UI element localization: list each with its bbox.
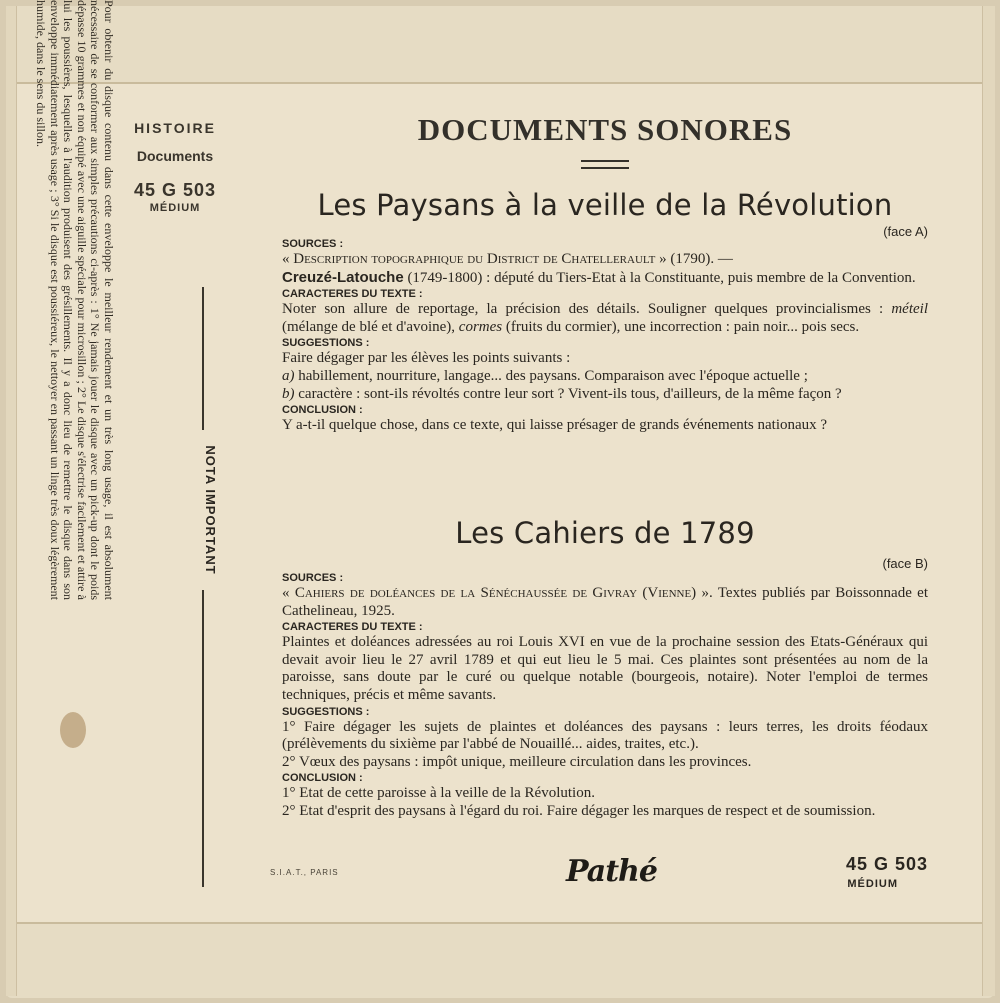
catalog-speed: MÉDIUM [149,202,201,214]
section-b-caracteres-label: CARACTERES DU TEXTE : [282,621,423,634]
section-b-conclusion-label: CONCLUSION : [282,772,363,785]
section-b-suggestion-2: 2° Vœux des paysans : impôt unique, meilleure circulation dans les provinces. [282,753,752,770]
nota-important-text: Pour obtenir du disque contenu dans cette enveloppe le meilleur rendement et un très long usage, il est absolument nécessaire de se conformer aux simples précautions ci-après : 1° Ne jamais jouer le disque avec un pick-up dont le poids dépasse 10 grammes et non équipé avec une aiguille spéciale pour microsillon ; 2° Le disque s'électrise facilement et attire à lui les poussières, lesquelles à l'audition produisent des grésillements. Il y a donc lieu de remettre le disque dans son enveloppe immédiatement après usage ; 3° Si le disque est poussiéreux, le nettoyer en passant un linge très doux légèrement humide, dans le sens du sillon. [34,0,116,600]
section-a-sources-label: SOURCES : [282,238,344,250]
sleeve-right-edge [982,6,995,996]
printer-credit: S.I.A.T., PARIS [270,868,339,877]
sleeve-bottom-flap [6,922,994,998]
section-b-sources-label: SOURCES : [282,572,344,584]
section-a-conclusion-label: CONCLUSION : [282,404,363,417]
section-b-sources: « Cahiers de doléances de la Sénéchaussée de Givray (Vienne) ». Textes publiés par Boissonnade et Cathelineau, 1925. [282,585,928,619]
section-b-conclusion-2: 2° Etat d'esprit des paysans à l'égard du roi. Faire dégager les marques de respect et de soumission. [282,802,876,819]
section-a-suggestions-label: SUGGESTIONS : [282,337,370,350]
sleeve-top-flap [6,6,994,84]
section-a-face: (face A) [883,224,928,239]
section-b-suggestion-1: 1° Faire dégager les sujets de plaintes et doléances des paysans : leurs terres, les droits féodaux (prélèvements du sixième par l'abbé de Nouaillé... aides, traites, etc.). [282,718,928,753]
nota-important-title: NOTA IMPORTANT [198,430,218,590]
footer-catalog-number: 45 G 503 [845,854,928,874]
category-title: HISTOIRE [134,120,216,136]
title-double-rule [581,160,629,169]
page-title: DOCUMENTS SONORES [417,112,793,147]
section-a-title: Les Paysans à la veille de la Révolution [317,188,893,222]
section-a-conclusion: Y a-t-il quelque chose, dans ce texte, qui laisse présager de grands événements nationaux ? [282,417,828,434]
section-a-suggestions-intro: Faire dégager par les élèves les points suivants : [282,350,571,367]
footer-speed: MÉDIUM [847,878,898,890]
section-b-title: Les Cahiers de 1789 [455,516,755,550]
section-a-suggestion-a: a) habillement, nourriture, langage... des paysans. Comparaison avec l'époque actuelle ; [282,367,808,384]
section-a-sources: « Description topographique du District de Chatellerault » (1790). — Creuzé-Latouche (1749-1800) : député du Tiers-Etat à la Constituante, puis membre de la Convention. [282,251,916,286]
paper-stain [60,712,86,748]
section-a-caracteres-label: CARACTERES DU TEXTE : [282,288,423,301]
section-b-face: (face B) [882,556,928,571]
catalog-number: 45 G 503 [133,180,217,200]
section-a-caracteres: Noter son allure de reportage, la précision des détails. Souligner quelques provincialismes : méteil (mélange de blé et d'avoine), cormes (fruits du cormier), une incorrection : pain noir... pois secs. [282,301,928,335]
section-a-suggestion-b: b) caractère : sont-ils révoltés contre leur sort ? Vivent-ils tous, d'ailleurs, de la même façon ? [282,385,842,402]
section-b-conclusion-1: 1° Etat de cette paroisse à la veille de la Révolution. [282,785,595,802]
section-a-body [282,237,928,435]
category-subtitle: Documents [136,148,214,164]
pathe-logo-text: Pathé [566,854,657,889]
section-b-body [282,571,928,821]
pathe-logo [566,852,657,902]
section-b-suggestions-label: SUGGESTIONS : [282,705,370,718]
section-b-caracteres: Plaintes et doléances adressées au roi Louis XVI en vue de la prochaine session des Etats-Généraux qui devait avoir lieu le 27 avril 1789 et qui eut lieu le 5 mai. Ces plaintes sont présentées au nom de la paroisse, sans doute par le curé ou quelque notable (bourgeois, notaire). Noter l'emploi de termes techniques, précis et même savants. [282,634,928,703]
